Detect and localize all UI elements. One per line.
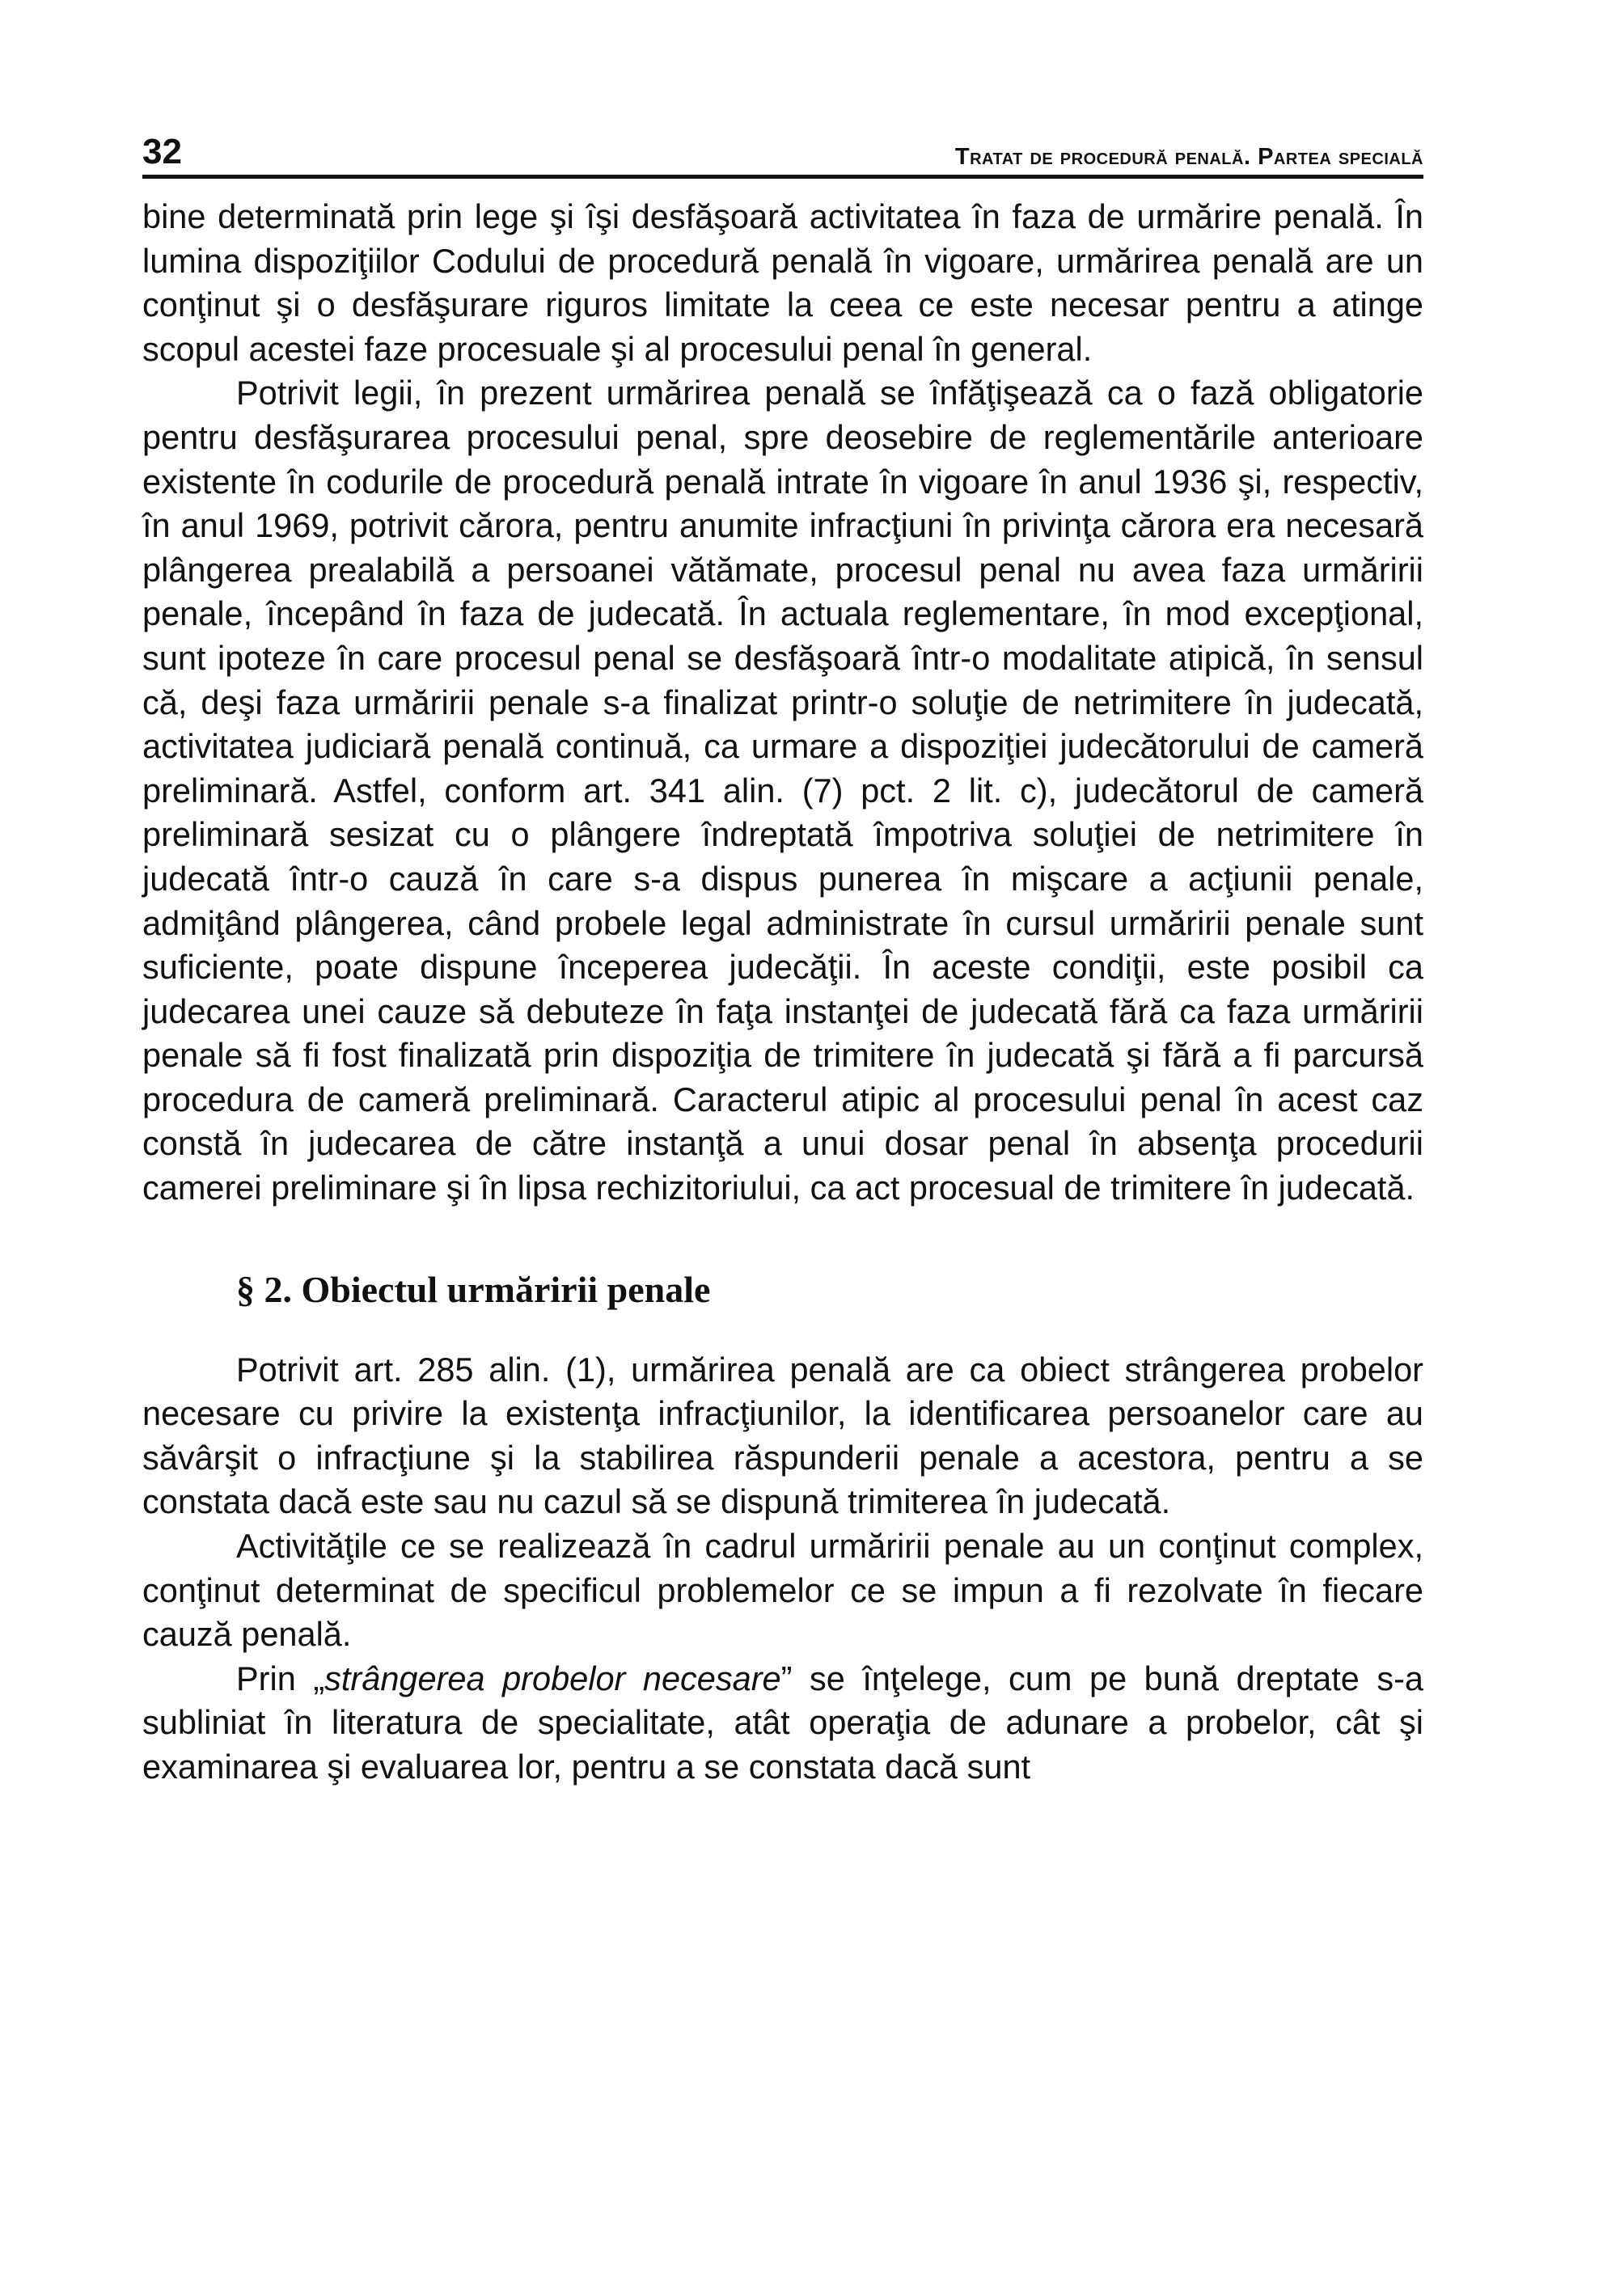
running-title: Tratat de procedură penală. Partea specială [954,144,1423,170]
document-page [142,133,1423,1790]
page-number: 32 [142,132,182,171]
paragraph [142,1657,1423,1790]
section-heading: § 2. Obiectul urmăririi penale [236,1268,711,1310]
italic-term: strângerea probelor necesare [324,1659,781,1697]
paragraph: Potrivit legii, în prezent urmărirea penală se înfăţişează ca o fază obligatorie pentru desfăşurarea procesului penal, spre deosebire de reglementările anterioare existente în codurile de procedură penală intrate în vigoare în anul 1936 şi, respectiv, în anul 1969, potrivit cărora, pentru anumite infracţiuni în privinţa cărora era necesară plângerea prealabilă a persoanei vătămate, procesul penal nu avea faza urmăririi penale, începând în faza de judecată. În actuala reglementare, în mod excepţional, sunt ipoteze în care procesul penal se desfăşoară într-o modalitate atipică, în sensul că, deşi faza urmăririi penale s-a finalizat printr-o soluţie de netrimitere în judecată, activitatea judiciară penală continuă, ca urmare a dispoziţiei judecătorului de cameră preliminară. Astfel, conform art. 341 alin. (7) pct. 2 lit. c), judecătorul de cameră preliminară sesizat cu o plângere îndreptată împotriva soluţiei de netrimitere în judecată într-o cauză în care s-a dispus punerea în mişcare a acţiunii penale, admiţând plângerea, când probele legal administrate în cursul urmăririi penale sunt suficiente, poate dispune începerea judecăţii. În aceste condiţii, este posibil ca judecarea unei cauze să debuteze în faţa instanţei de judecată fără ca faza urmăririi penale să fi fost finalizată prin dispoziţia de trimitere în judecată şi fără a fi parcursă procedura de cameră preliminară. Caracterul atipic al procesului penal în acest caz constă în judecarea de către instanţă a unui dosar penal în absenţa procedurii camerei preliminare şi în lipsa rechizitoriului, ca act procesual de trimitere în judecată. [142,374,1423,1207]
body-text [142,195,1423,1211]
paragraph-text: Prin „ [236,1659,325,1697]
page-header [142,133,1423,179]
paragraph-continued: bine determinată prin lege şi îşi desfăşoară activitatea în faza de urmărire penală. În lumina dispoziţiilor Codului de procedură penală în vigoare, urmărirea penală are un conţinut şi o desfăşurare riguros limitate la ceea ce este necesar pentru a atinge scopul acestei faze procesuale şi al procesului penal în general. [142,197,1423,368]
paragraph-text: ” se înţelege, cum pe bună dreptate s-a subliniat în literatura de specialitate, atât operaţia de adunare a probelor, cât şi examinarea şi evaluarea lor, pentru a se constata dacă sunt [142,1659,1423,1786]
paragraph: Potrivit art. 285 alin. (1), urmărirea penală are ca obiect strângerea probelor necesare cu privire la existenţa infracţiunilor, la identificarea persoanelor care au săvârşit o infracţiune şi la stabilirea răspunderii penale a acestora, pentru a se constata dacă este sau nu cazul să se dispună trimiterea în judecată. [142,1350,1423,1521]
section-body [142,1348,1423,1790]
paragraph: Activităţile ce se realizează în cadrul urmăririi penale au un conţinut complex, conţinut determinat de specificul problemelor ce se impun a fi rezolvate în fiecare cauză penală. [142,1527,1423,1654]
